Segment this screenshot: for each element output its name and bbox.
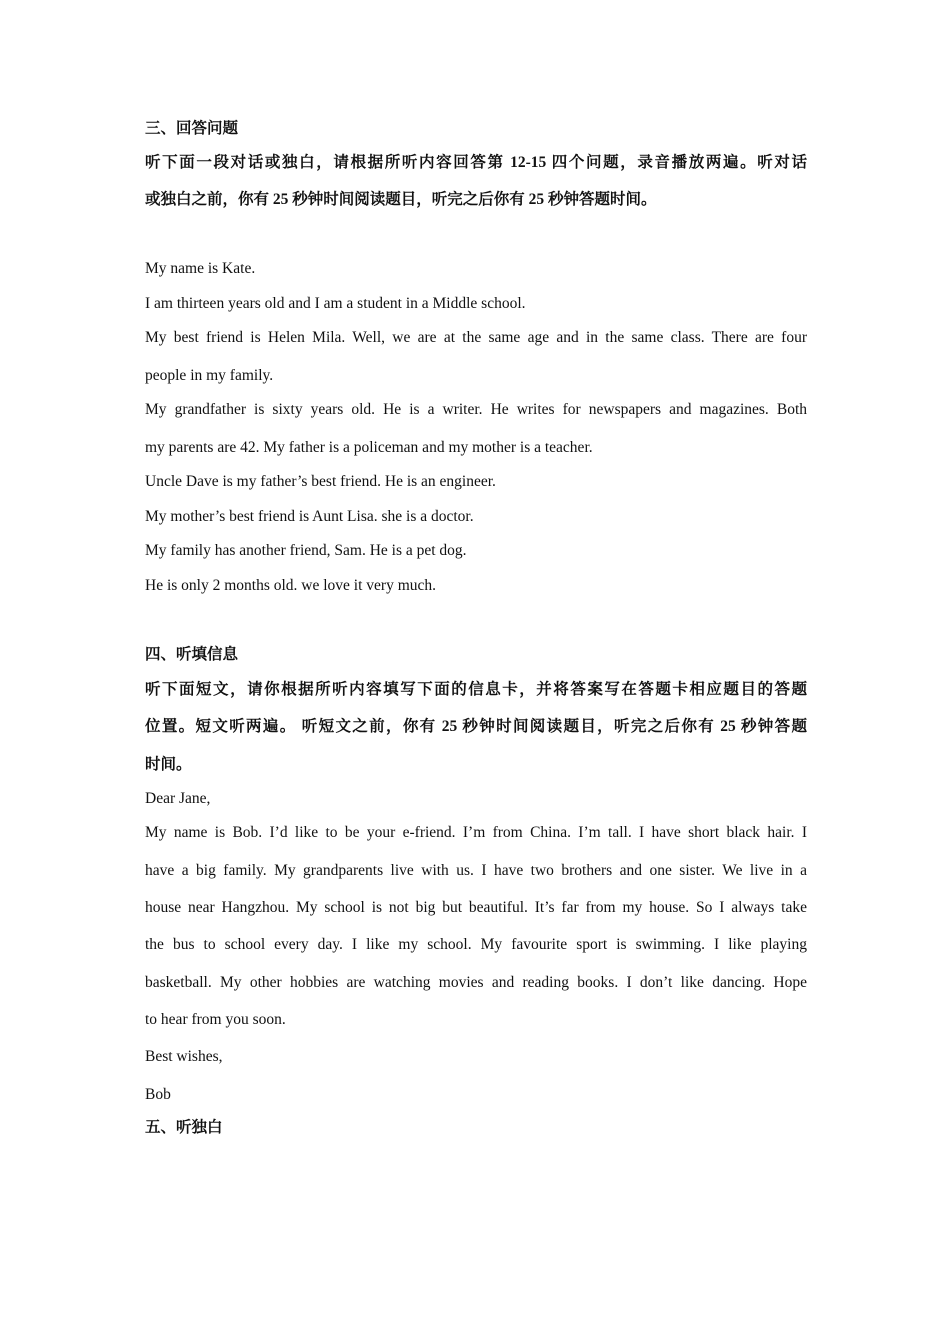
letter-signature: Bob	[145, 1086, 171, 1103]
letter-line: basketball. My other hobbies are watching movies and reading books. I don’t like dancing. Hope	[145, 974, 807, 991]
passage-line: people in my family.	[145, 367, 274, 384]
section-4-instruction-line-1: 听下面短文，请你根据所听内容填写下面的信息卡，并将答案写在答题卡相应题目的答题	[145, 681, 807, 698]
passage-line: Uncle Dave is my father’s best friend. He is an engineer.	[145, 473, 496, 490]
letter-greeting: Dear Jane,	[145, 790, 211, 807]
section-4-instruction-line-3: 时间。	[145, 756, 192, 773]
section-5-heading: 五、听独白	[145, 1119, 223, 1136]
section-3-instruction-line-1: 听下面一段对话或独白，请根据所听内容回答第 12-15 四个问题，录音播放两遍。听对话	[145, 154, 807, 171]
letter-closing: Best wishes,	[145, 1048, 223, 1065]
passage-line: My mother’s best friend is Aunt Lisa. she is a doctor.	[145, 508, 474, 525]
section-3-heading: 三、回答问题	[145, 120, 239, 137]
passage-line: My family has another friend, Sam. He is a pet dog.	[145, 542, 467, 559]
passage-line: My best friend is Helen Mila. Well, we are at the same age and in the same class. There are four	[145, 329, 807, 346]
passage-line: I am thirteen years old and I am a student in a Middle school.	[145, 295, 526, 312]
letter-line: the bus to school every day. I like my school. My favourite sport is swimming. I like playing	[145, 936, 807, 953]
letter-line: house near Hangzhou. My school is not big but beautiful. It’s far from my house. So I always take	[145, 899, 807, 916]
section-3-instruction-line-2: 或独白之前，你有 25 秒钟时间阅读题目，听完之后你有 25 秒钟答题时间。	[145, 191, 657, 208]
passage-line: my parents are 42. My father is a policeman and my mother is a teacher.	[145, 439, 593, 456]
section-4-instruction-line-2: 位置。短文听两遍。 听短文之前，你有 25 秒钟时间阅读题目，听完之后你有 25 秒钟答题	[145, 718, 807, 735]
passage-line: My grandfather is sixty years old. He is a writer. He writes for newspapers and magazines. Both	[145, 401, 807, 418]
section-4-heading: 四、听填信息	[145, 646, 239, 663]
letter-line: My name is Bob. I’d like to be your e-friend. I’m from China. I’m tall. I have short black hair. I	[145, 824, 807, 841]
passage-line: He is only 2 months old. we love it very much.	[145, 577, 437, 594]
passage-line: My name is Kate.	[145, 260, 256, 277]
letter-line: have a big family. My grandparents live with us. I have two brothers and one sister. We live in a	[145, 862, 807, 879]
letter-line: to hear from you soon.	[145, 1011, 286, 1028]
